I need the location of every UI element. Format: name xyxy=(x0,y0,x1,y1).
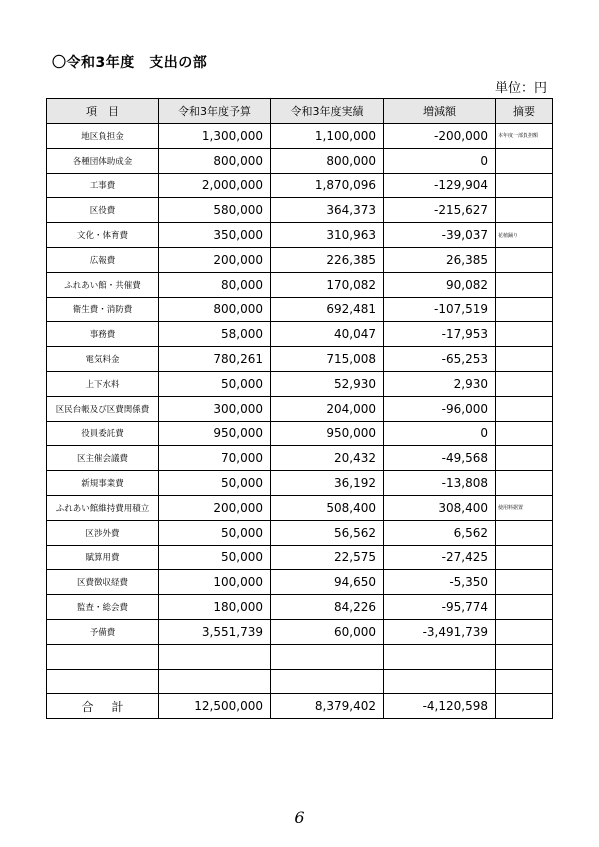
row-budget: 950,000 xyxy=(159,421,271,446)
table-row xyxy=(47,669,553,694)
table-row xyxy=(47,371,553,396)
row-note xyxy=(496,520,553,545)
table-row xyxy=(47,495,553,520)
row-budget: 780,261 xyxy=(159,347,271,372)
table-row xyxy=(47,471,553,496)
row-note xyxy=(496,198,553,223)
row-actual: 94,650 xyxy=(271,570,384,595)
expense-table xyxy=(46,98,553,719)
header-note: 摘要 xyxy=(496,99,553,124)
row-actual: 950,000 xyxy=(271,421,384,446)
row-item-name: 区役費 xyxy=(47,198,159,223)
row-note xyxy=(496,446,553,471)
row-diff: 90,082 xyxy=(384,272,496,297)
row-budget: 300,000 xyxy=(159,396,271,421)
row-diff xyxy=(384,669,496,694)
row-diff: -3,491,739 xyxy=(384,619,496,644)
row-diff: -39,037 xyxy=(384,223,496,248)
row-actual: 40,047 xyxy=(271,322,384,347)
row-actual: 204,000 xyxy=(271,396,384,421)
row-item-name: 区主催会議費 xyxy=(47,446,159,471)
table-row xyxy=(47,347,553,372)
row-actual: 715,008 xyxy=(271,347,384,372)
row-item-name: 上下水料 xyxy=(47,371,159,396)
row-note xyxy=(496,247,553,272)
row-item-name: 予備費 xyxy=(47,619,159,644)
row-budget xyxy=(159,669,271,694)
row-actual: 1,870,096 xyxy=(271,173,384,198)
total-budget: 12,500,000 xyxy=(159,694,271,719)
row-budget: 50,000 xyxy=(159,545,271,570)
row-note: 本年度一部負担額 xyxy=(496,124,553,149)
row-diff: -65,253 xyxy=(384,347,496,372)
row-item-name: ふれあい館・共催費 xyxy=(47,272,159,297)
table-row xyxy=(47,446,553,471)
row-note xyxy=(496,371,553,396)
row-actual xyxy=(271,644,384,669)
row-actual: 692,481 xyxy=(271,297,384,322)
row-item-name: 各種団体助成金 xyxy=(47,148,159,173)
row-actual: 226,385 xyxy=(271,247,384,272)
total-diff: -4,120,598 xyxy=(384,694,496,719)
total-note xyxy=(496,694,553,719)
row-note xyxy=(496,297,553,322)
row-item-name xyxy=(47,669,159,694)
table-row xyxy=(47,644,553,669)
row-item-name: 地区負担金 xyxy=(47,124,159,149)
row-note xyxy=(496,669,553,694)
row-note xyxy=(496,619,553,644)
row-actual: 56,562 xyxy=(271,520,384,545)
table-row xyxy=(47,322,553,347)
row-budget: 180,000 xyxy=(159,595,271,620)
page-number: 6 xyxy=(294,808,305,827)
row-item-name: 広報費 xyxy=(47,247,159,272)
row-budget: 2,000,000 xyxy=(159,173,271,198)
row-diff: -27,425 xyxy=(384,545,496,570)
total-item-name: 合計 xyxy=(47,694,159,719)
unit-label: 単位：円 xyxy=(494,81,547,96)
table-row xyxy=(47,223,553,248)
row-actual: 1,100,000 xyxy=(271,124,384,149)
row-note xyxy=(496,272,553,297)
row-diff: -200,000 xyxy=(384,124,496,149)
row-item-name: 新規事業費 xyxy=(47,471,159,496)
row-item-name: ふれあい館維持費用積立 xyxy=(47,495,159,520)
row-actual: 60,000 xyxy=(271,619,384,644)
table-row xyxy=(47,173,553,198)
row-budget: 800,000 xyxy=(159,148,271,173)
row-item-name: 賦算用費 xyxy=(47,545,159,570)
row-actual: 800,000 xyxy=(271,148,384,173)
row-actual: 22,575 xyxy=(271,545,384,570)
table-row xyxy=(47,545,553,570)
row-note xyxy=(496,595,553,620)
row-budget: 800,000 xyxy=(159,297,271,322)
row-note xyxy=(496,471,553,496)
row-note: 使用料据置 xyxy=(496,495,553,520)
row-budget: 3,551,739 xyxy=(159,619,271,644)
row-actual: 84,226 xyxy=(271,595,384,620)
row-item-name: 役員委託費 xyxy=(47,421,159,446)
row-actual: 20,432 xyxy=(271,446,384,471)
row-item-name xyxy=(47,644,159,669)
total-row xyxy=(47,694,553,719)
row-diff: 26,385 xyxy=(384,247,496,272)
row-note xyxy=(496,148,553,173)
row-budget: 200,000 xyxy=(159,495,271,520)
row-note xyxy=(496,421,553,446)
header-diff: 増減額 xyxy=(384,99,496,124)
row-item-name: 衛生費・消防費 xyxy=(47,297,159,322)
header-budget: 令和3年度予算 xyxy=(159,99,271,124)
table-row xyxy=(47,396,553,421)
total-actual: 8,379,402 xyxy=(271,694,384,719)
row-item-name: 事務費 xyxy=(47,322,159,347)
row-actual xyxy=(271,669,384,694)
row-diff: -13,808 xyxy=(384,471,496,496)
row-actual: 364,373 xyxy=(271,198,384,223)
row-budget: 70,000 xyxy=(159,446,271,471)
row-diff xyxy=(384,644,496,669)
row-note xyxy=(496,322,553,347)
row-note xyxy=(496,173,553,198)
table-row xyxy=(47,520,553,545)
row-item-name: 電気料金 xyxy=(47,347,159,372)
row-budget: 350,000 xyxy=(159,223,271,248)
row-diff: -215,627 xyxy=(384,198,496,223)
row-item-name: 工事費 xyxy=(47,173,159,198)
table-row xyxy=(47,595,553,620)
header-row xyxy=(47,99,553,124)
row-diff: -49,568 xyxy=(384,446,496,471)
row-budget: 50,000 xyxy=(159,520,271,545)
row-diff: -107,519 xyxy=(384,297,496,322)
table-row xyxy=(47,272,553,297)
row-actual: 52,930 xyxy=(271,371,384,396)
table-row xyxy=(47,421,553,446)
row-diff: -129,904 xyxy=(384,173,496,198)
table-row xyxy=(47,297,553,322)
row-actual: 170,082 xyxy=(271,272,384,297)
row-note xyxy=(496,570,553,595)
row-diff: -5,350 xyxy=(384,570,496,595)
row-note xyxy=(496,644,553,669)
row-actual: 508,400 xyxy=(271,495,384,520)
table-body xyxy=(47,124,553,719)
row-budget: 50,000 xyxy=(159,471,271,496)
row-budget: 58,000 xyxy=(159,322,271,347)
row-budget: 580,000 xyxy=(159,198,271,223)
table-row xyxy=(47,198,553,223)
row-actual: 36,192 xyxy=(271,471,384,496)
row-diff: -95,774 xyxy=(384,595,496,620)
row-budget: 80,000 xyxy=(159,272,271,297)
row-budget: 1,300,000 xyxy=(159,124,271,149)
row-budget: 50,000 xyxy=(159,371,271,396)
header-actual: 令和3年度実績 xyxy=(271,99,384,124)
row-budget xyxy=(159,644,271,669)
row-note: 花植踊り xyxy=(496,223,553,248)
row-diff: 0 xyxy=(384,421,496,446)
row-item-name: 区渉外費 xyxy=(47,520,159,545)
table-row xyxy=(47,124,553,149)
row-budget: 200,000 xyxy=(159,247,271,272)
row-actual: 310,963 xyxy=(271,223,384,248)
table-row xyxy=(47,570,553,595)
row-note xyxy=(496,347,553,372)
table-row xyxy=(47,619,553,644)
row-note xyxy=(496,545,553,570)
row-item-name: 区費徴収経費 xyxy=(47,570,159,595)
table-row xyxy=(47,148,553,173)
row-diff: 0 xyxy=(384,148,496,173)
row-item-name: 区民台帳及び区費関係費 xyxy=(47,396,159,421)
row-diff: -17,953 xyxy=(384,322,496,347)
row-budget: 100,000 xyxy=(159,570,271,595)
row-item-name: 文化・体育費 xyxy=(47,223,159,248)
section-title: 〇令和3年度 支出の部 xyxy=(52,55,208,71)
row-diff: 2,930 xyxy=(384,371,496,396)
header-item: 項 目 xyxy=(47,99,159,124)
row-diff: 6,562 xyxy=(384,520,496,545)
row-diff: -96,000 xyxy=(384,396,496,421)
row-diff: 308,400 xyxy=(384,495,496,520)
row-item-name: 監査・総会費 xyxy=(47,595,159,620)
table-row xyxy=(47,247,553,272)
row-note xyxy=(496,396,553,421)
